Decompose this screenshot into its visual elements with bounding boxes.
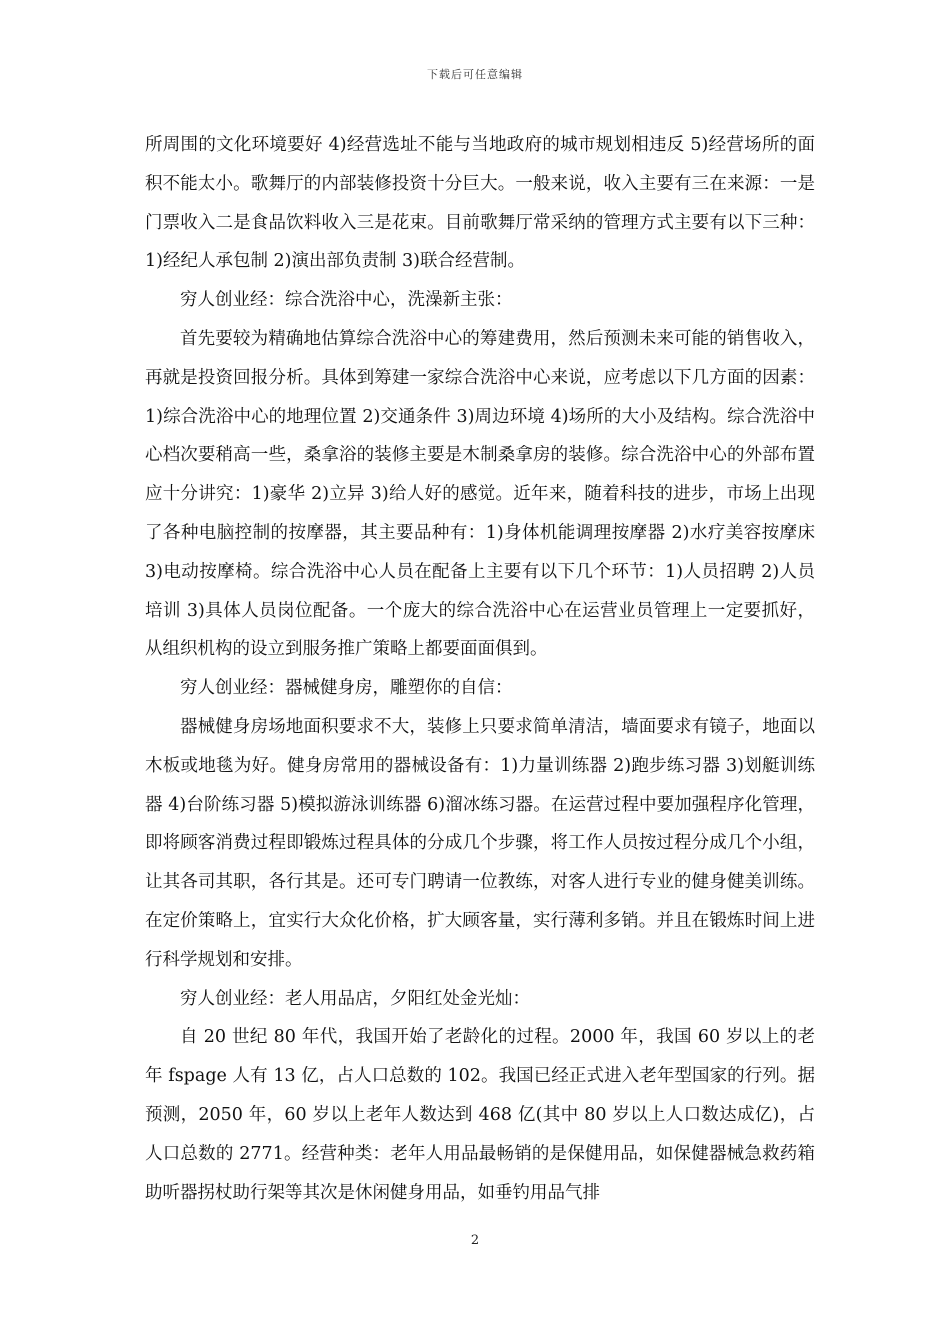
document-body bbox=[145, 126, 815, 1212]
paragraph-gym: 器械健身房场地面积要求不大，装修上只要求简单清洁，墙面要求有镜子，地面以木板或地毯为好。健身房常用的器械设备有：1)力量训练器 2)跑步练习器 3)划艇训练器 4)台阶练习器 5)模拟游泳训练器 6)溜冰练习器。在运营过程中要加强程序化管理，即将顾客消费过程即锻炼过程具体的分成几个步骤，将工作人员按过程分成几个小组，让其各司其职，各行其是。还可专门聘请一位教练，对客人进行专业的健身健美训练。在定价策略上，宜实行大众化价格，扩大顾客量，实行薄利多销。并且在锻炼时间上进行科学规划和安排。 bbox=[145, 716, 815, 970]
section-heading-gym: 穷人创业经：器械健身房，雕塑你的自信： bbox=[180, 678, 513, 699]
page-header: 下载后可任意编辑 bbox=[427, 68, 523, 81]
paragraph-bath-center: 首先要较为精确地估算综合洗浴中心的筹建费用，然后预测未来可能的销售收入，再就是投资回报分析。具体到筹建一家综合洗浴中心来说，应考虑以下几方面的因素：1)综合洗浴中心的地理位置 2)交通条件 3)周边环境 4)场所的大小及结构。综合洗浴中心档次要稍高一些，桑拿浴的装修主要是木制桑拿房的装修。综合洗浴中心的外部布置应十分讲究：1)豪华 2)立异 3)给人好的感觉。近年来，随着科技的进步，市场上出现了各种电脑控制的按摩器，其主要品种有：1)身体机能调理按摩器 2)水疗美容按摩床 3)电动按摩椅。综合洗浴中心人员在配备上主要有以下几个环节：1)人员招聘 2)人员培训 3)具体人员岗位配备。一个庞大的综合洗浴中心在运营业员管理上一定要抓好，从组织机构的设立到服务推广策略上都要面面俱到。 bbox=[145, 328, 815, 660]
paragraph-elderly-store: 自 20 世纪 80 年代，我国开始了老龄化的过程。2000 年，我国 60 岁以上的老年 fspage 人有 13 亿，占人口总数的 102。我国已经正式进入老年型国家的行列。据预测，2050 年，60 岁以上老年人数达到 468 亿(其中 80 岁以上人口数达成亿)，占人口总数的 2771。经营种类：老年人用品最畅销的是保健用品，如保健器械急救药箱助听器拐杖助行架等其次是休闲健身用品，如垂钓用品气排 bbox=[145, 1027, 815, 1203]
page-number: 2 bbox=[470, 1233, 480, 1248]
section-heading-bath-center: 穷人创业经：综合洗浴中心，洗澡新主张： bbox=[180, 290, 513, 311]
paragraph-continuation: 所周围的文化环境要好 4)经营选址不能与当地政府的城市规划相违反 5)经营场所的面积不能太小。歌舞厅的内部装修投资十分巨大。一般来说，收入主要有三在来源：一是门票收入二是食品饮料收入三是花束。目前歌舞厅常采纳的管理方式主要有以下三种：1)经纪人承包制 2)演出部负责制 3)联合经营制。 bbox=[145, 135, 815, 272]
section-heading-elderly-store: 穷人创业经：老人用品店，夕阳红处金光灿： bbox=[180, 988, 530, 1009]
